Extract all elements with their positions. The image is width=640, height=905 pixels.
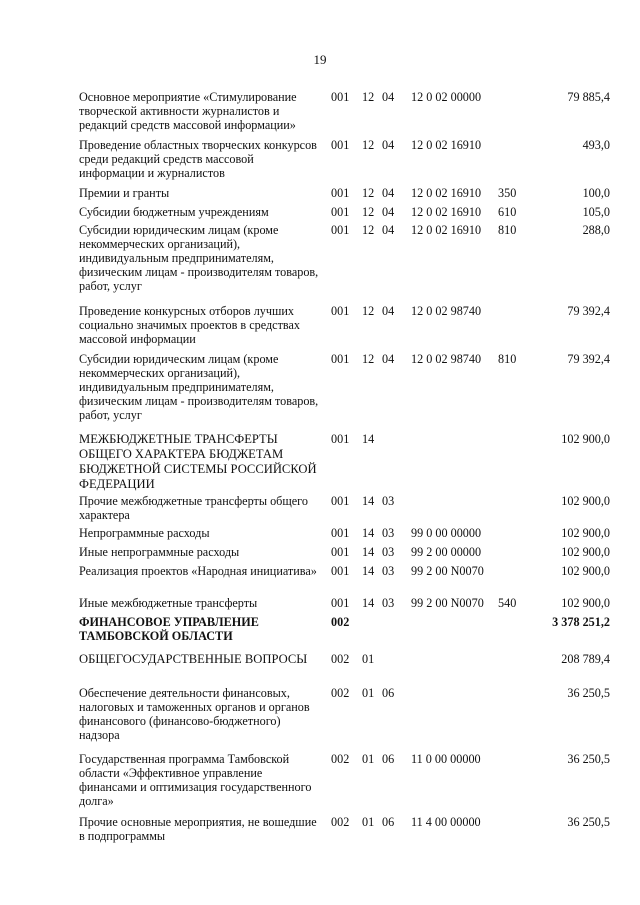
row-target-article: 12 0 02 16910	[411, 223, 482, 237]
row-subsection-code: 03	[382, 545, 395, 559]
row-target-article: 11 4 00 00000	[411, 815, 481, 829]
row-section-code: 01	[362, 815, 375, 829]
table-row	[0, 752, 640, 815]
row-name: Непрограммные расходы	[79, 526, 210, 540]
page-number: 19	[313, 52, 327, 67]
row-target-article: 12 0 02 16910	[411, 138, 482, 152]
row-subsection-code: 06	[382, 686, 395, 700]
row-subsection-code: 06	[382, 752, 395, 766]
table-row	[0, 652, 640, 686]
row-admin-code: 002	[331, 815, 350, 829]
row-expense-type: 350	[498, 186, 517, 200]
row-sum: 36 250,5	[567, 686, 610, 700]
row-name: Иные непрограммные расходы	[79, 545, 240, 559]
row-expense-type: 810	[498, 352, 517, 366]
row-section-code: 14	[362, 596, 375, 610]
row-section-code: 12	[362, 304, 375, 318]
row-admin-code: 001	[331, 90, 350, 104]
row-sum: 105,0	[582, 205, 610, 219]
row-section-code: 14	[362, 545, 375, 559]
row-subsection-code: 04	[382, 90, 395, 104]
row-sum: 102 900,0	[561, 526, 610, 540]
row-subsection-code: 06	[382, 815, 395, 829]
table-row	[0, 90, 640, 138]
row-expense-type: 810	[498, 223, 517, 237]
row-sum: 36 250,5	[567, 815, 610, 829]
row-name: Обеспечение деятельности финансовых, налоговых и таможенных органов и органов финансового (финансово-бюджетного) надзора	[79, 686, 310, 742]
table-row	[0, 686, 640, 752]
row-subsection-code: 03	[382, 494, 395, 508]
table-row	[0, 494, 640, 526]
row-section-code: 14	[362, 494, 375, 508]
row-sum: 102 900,0	[561, 494, 610, 508]
row-admin-code: 001	[331, 304, 350, 318]
row-expense-type: 610	[498, 205, 517, 219]
row-section-code: 14	[362, 526, 375, 540]
row-admin-code: 002	[331, 652, 350, 666]
row-name: Основное мероприятие «Стимулирование творческой активности журналистов и редакций средств массовой информации»	[79, 90, 297, 132]
row-section-code: 12	[362, 223, 375, 237]
row-name: Субсидии бюджетным учреждениям	[79, 205, 269, 219]
row-section-code: 12	[362, 90, 375, 104]
row-name: ОБЩЕГОСУДАРСТВЕННЫЕ ВОПРОСЫ	[79, 652, 308, 666]
table-row	[0, 138, 640, 186]
row-name: Премии и гранты	[79, 186, 170, 200]
row-admin-code: 001	[331, 564, 350, 578]
row-sum: 79 885,4	[567, 90, 610, 104]
row-name: Государственная программа Тамбовской области «Эффективное управление финансами и оптимизация государственного долга»	[79, 752, 312, 808]
row-section-code: 01	[362, 686, 375, 700]
row-name: МЕЖБЮДЖЕТНЫЕ ТРАНСФЕРТЫ ОБЩЕГО ХАРАКТЕРА БЮДЖЕТАМ БЮДЖЕТНОЙ СИСТЕМЫ РОССИЙСКОЙ ФЕДЕРАЦИИ	[79, 432, 317, 491]
row-sum: 288,0	[582, 223, 610, 237]
budget-table	[0, 90, 640, 847]
row-admin-code: 001	[331, 596, 350, 610]
row-target-article: 12 0 02 98740	[411, 352, 482, 366]
table-row	[0, 205, 640, 223]
row-subsection-code: 03	[382, 564, 395, 578]
row-subsection-code: 04	[382, 223, 395, 237]
table-row	[0, 596, 640, 615]
row-admin-code: 001	[331, 352, 350, 366]
row-target-article: 99 2 00 N0070	[411, 564, 484, 578]
row-target-article: 12 0 02 16910	[411, 205, 482, 219]
row-subsection-code: 03	[382, 596, 395, 610]
row-target-article: 99 2 00 N0070	[411, 596, 484, 610]
row-sum: 36 250,5	[567, 752, 610, 766]
row-sum: 102 900,0	[561, 596, 610, 610]
row-admin-code: 001	[331, 494, 350, 508]
table-row	[0, 304, 640, 352]
row-sum: 102 900,0	[561, 432, 610, 446]
row-name: Прочие межбюджетные трансферты общего характера	[79, 494, 308, 522]
row-admin-code: 001	[331, 205, 350, 219]
row-admin-code: 001	[331, 223, 350, 237]
row-target-article: 12 0 02 00000	[411, 90, 482, 104]
row-sum: 79 392,4	[567, 352, 610, 366]
table-row	[0, 545, 640, 564]
table-row	[0, 432, 640, 494]
row-target-article: 99 2 00 00000	[411, 545, 482, 559]
row-sum: 102 900,0	[561, 564, 610, 578]
row-admin-code: 001	[331, 526, 350, 540]
row-name: Иные межбюджетные трансферты	[79, 596, 258, 610]
row-section-code: 12	[362, 138, 375, 152]
row-admin-code: 001	[331, 186, 350, 200]
row-sum: 208 789,4	[561, 652, 610, 666]
row-sum: 493,0	[582, 138, 610, 152]
table-row	[0, 526, 640, 545]
row-name: Проведение областных творческих конкурсов среди редакций средств массовой информации и журналистов	[79, 138, 317, 180]
table-row	[0, 564, 640, 596]
row-name: Субсидии юридическим лицам (кроме некоммерческих организаций), индивидуальным предпринимателям, физическим лицам - производителям товаров, работ, услуг	[79, 223, 319, 293]
row-section-code: 14	[362, 564, 375, 578]
row-subsection-code: 04	[382, 186, 395, 200]
row-section-code: 01	[362, 652, 375, 666]
row-name: Реализация проектов «Народная инициатива»	[79, 564, 317, 578]
row-sum: 100,0	[582, 186, 610, 200]
row-target-article: 11 0 00 00000	[411, 752, 481, 766]
row-subsection-code: 03	[382, 526, 395, 540]
row-name: Субсидии юридическим лицам (кроме некоммерческих организаций), индивидуальным предпринимателям, физическим лицам - производителям товаров, работ, услуг	[79, 352, 319, 422]
row-subsection-code: 04	[382, 205, 395, 219]
row-sum: 102 900,0	[561, 545, 610, 559]
table-row	[0, 815, 640, 847]
row-name: Проведение конкурсных отборов лучших социально значимых проектов в средствах массовой информации	[79, 304, 300, 346]
table-row	[0, 615, 640, 652]
row-name: Прочие основные мероприятия, не вошедшие в подпрограммы	[79, 815, 317, 843]
row-target-article: 12 0 02 98740	[411, 304, 482, 318]
row-section-code: 12	[362, 186, 375, 200]
row-subsection-code: 04	[382, 138, 395, 152]
row-target-article: 99 0 00 00000	[411, 526, 482, 540]
table-row	[0, 186, 640, 205]
row-admin-code: 002	[331, 615, 350, 629]
row-subsection-code: 04	[382, 304, 395, 318]
table-row	[0, 352, 640, 432]
row-admin-code: 001	[331, 545, 350, 559]
row-target-article: 12 0 02 16910	[411, 186, 482, 200]
row-admin-code: 001	[331, 432, 350, 446]
row-section-code: 12	[362, 205, 375, 219]
row-admin-code: 001	[331, 138, 350, 152]
row-admin-code: 002	[331, 686, 350, 700]
row-subsection-code: 04	[382, 352, 395, 366]
row-admin-code: 002	[331, 752, 350, 766]
row-name: ФИНАНСОВОЕ УПРАВЛЕНИЕ ТАМБОВСКОЙ ОБЛАСТИ	[79, 615, 259, 643]
table-row	[0, 223, 640, 304]
row-expense-type: 540	[498, 596, 517, 610]
row-section-code: 12	[362, 352, 375, 366]
row-sum: 3 378 251,2	[552, 615, 610, 629]
row-section-code: 01	[362, 752, 375, 766]
row-sum: 79 392,4	[567, 304, 610, 318]
row-section-code: 14	[362, 432, 375, 446]
